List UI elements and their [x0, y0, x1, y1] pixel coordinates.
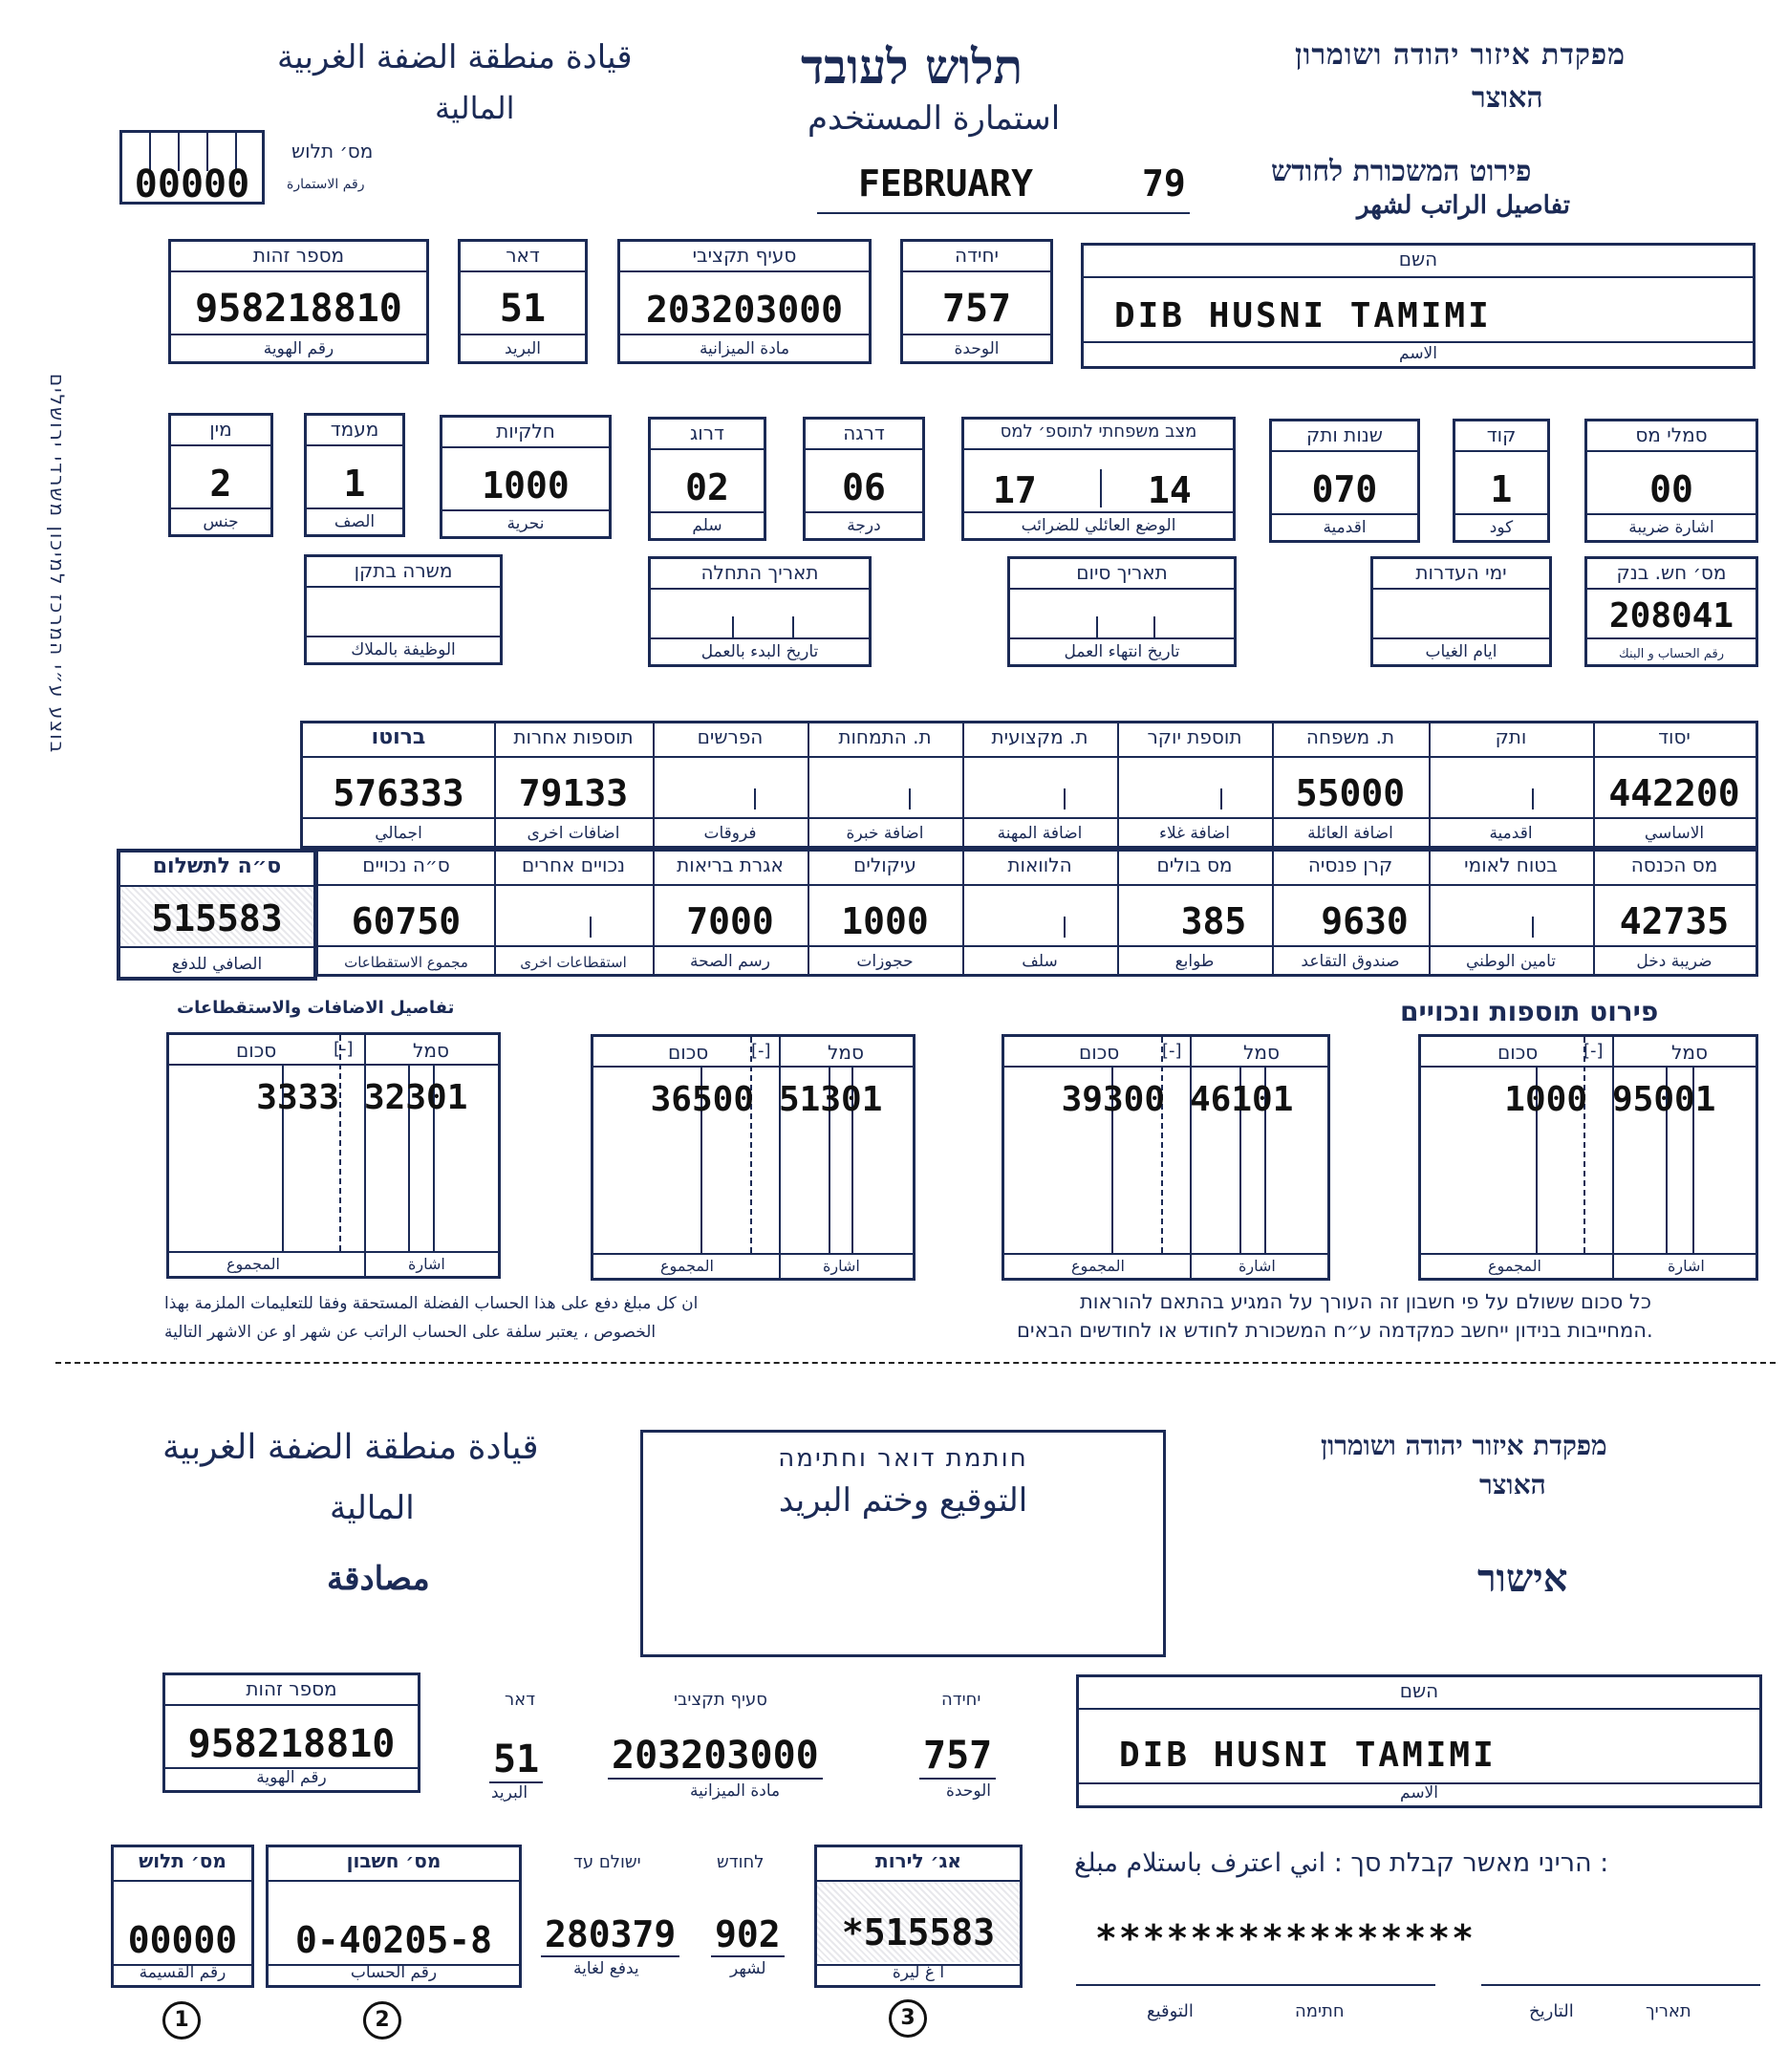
family-addition-value: 55000 — [1295, 772, 1406, 814]
detail-sum-label: סכום — [1079, 1041, 1120, 1064]
detail-sum-label: סכום — [236, 1039, 277, 1062]
national-insurance-label: בטוח לאומי — [1464, 853, 1558, 876]
details-title-arabic: تفاصيل الاضافات والاستقطاعات — [177, 998, 455, 1018]
signature-label: חתימה — [1295, 2001, 1345, 2021]
grading-value: 02 — [685, 466, 729, 508]
slip-number-label-arabic: رقم الاستمارة — [287, 177, 365, 192]
seniority-label: ותק — [1495, 725, 1527, 748]
seniority-years-label-arabic: اقدمية — [1323, 518, 1367, 537]
perforation-line — [55, 1362, 1776, 1364]
receipt-name-label: השם — [1399, 1679, 1439, 1702]
receipt-approval-hebrew: אישור — [1477, 1556, 1568, 1601]
partiality-box — [440, 415, 612, 539]
base-value: 442200 — [1608, 772, 1740, 814]
date-label-arabic: التاريخ — [1529, 2001, 1574, 2021]
other-additions-label-arabic: اضافات اخرى — [527, 824, 620, 843]
family-status-label-arabic: الوضع العائلي للضرائب — [1021, 516, 1176, 535]
receipt-amount-value: *515583 — [841, 1911, 996, 1953]
postal-stamp-box — [640, 1430, 1166, 1657]
stamp-tax-label-arabic: طوابع — [1174, 952, 1215, 971]
receipt-post-label-arabic: البريد — [491, 1783, 528, 1802]
detail-table-1 — [1418, 1034, 1758, 1281]
gender-label: מין — [209, 418, 232, 441]
post-label: דאר — [506, 244, 540, 267]
net-payment-value: 515583 — [151, 897, 283, 939]
differences-label-arabic: فروقات — [703, 824, 757, 843]
gross-value: 576333 — [333, 772, 464, 814]
standard-position-box — [304, 554, 503, 665]
receipt-slip-box — [111, 1845, 254, 1988]
detail-2-code: 46101 — [1190, 1080, 1294, 1119]
rank-box — [803, 417, 925, 541]
receipt-name-label-arabic: الاسم — [1400, 1783, 1438, 1802]
budget-clause-label-arabic: مادة الميزانية — [699, 339, 790, 358]
bank-account-value: 208041 — [1608, 596, 1734, 636]
start-date-label: תאריך התחלה — [700, 561, 819, 584]
pension-fund-label-arabic: صندوق التقاعد — [1301, 952, 1400, 971]
other-additions-label: תוספות אחרות — [513, 725, 634, 748]
partiality-label-arabic: نحرية — [506, 514, 545, 533]
postal-stamp-label: חותמת דואר וחתימה — [778, 1444, 1028, 1473]
receipt-unit-label-arabic: الوحدة — [946, 1781, 992, 1801]
tax-symbols-value: 00 — [1649, 468, 1693, 510]
cost-of-living-label-arabic: اضافة غلاء — [1158, 824, 1230, 843]
month-underline — [817, 212, 1190, 214]
earnings-other — [494, 723, 653, 846]
year: 79 — [1142, 162, 1186, 205]
health-fee-value: 7000 — [686, 900, 774, 942]
detail-minus-label: [-] — [334, 1039, 354, 1059]
receipt-amount-box — [814, 1845, 1023, 1988]
deductions-stamps — [1117, 852, 1272, 974]
grading-box — [648, 417, 766, 541]
end-date-label-arabic: تاريخ انتهاء العمل — [1064, 642, 1180, 661]
absence-days-box — [1370, 556, 1552, 667]
start-date-label-arabic: تاريخ البدء بالعمل — [700, 642, 819, 661]
seniority-years-label: שנות ותק — [1306, 423, 1383, 446]
detail-3-amount: 36500 — [650, 1080, 754, 1119]
end-date-box — [1007, 556, 1237, 667]
slip-title-hebrew: תלוש לעובד — [801, 38, 1023, 95]
earnings-base — [1593, 723, 1756, 846]
tax-symbols-box — [1584, 419, 1758, 543]
absence-days-label-arabic: ايام الغياب — [1425, 642, 1497, 661]
receipt-name-box — [1076, 1674, 1762, 1808]
net-payment-label: ס״ה לתשלום — [152, 854, 282, 878]
other-additions-value: 79133 — [518, 772, 629, 814]
receipt-unit-label: יחידה — [941, 1690, 981, 1710]
finance-arabic: المالية — [435, 90, 515, 126]
receipt-id-label: מספר זהות — [246, 1677, 337, 1700]
deductions-health — [653, 852, 808, 974]
id-number-label-arabic: رقم الهوية — [263, 339, 334, 358]
paid-until-label: ישולם עד — [573, 1852, 641, 1872]
gender-label-arabic: جنس — [203, 512, 239, 531]
health-fee-label-arabic: رسم الصحة — [690, 952, 770, 971]
income-tax-label: מס הכנסה — [1630, 853, 1718, 876]
status-box — [304, 413, 405, 537]
standard-position-label-arabic: الوظيفة بالملاك — [351, 640, 456, 659]
receipt-amount-label-arabic: ا غ ليرة — [892, 1963, 945, 1982]
net-payment-label-arabic: الصافي للدفع — [171, 955, 263, 974]
code-label-arabic: كود — [1489, 518, 1514, 537]
post-value: 51 — [499, 287, 547, 331]
income-tax-label-arabic: ضريبة دخل — [1636, 952, 1713, 971]
receipt-org-arabic: قيادة منطقة الضفة الغربية — [162, 1428, 539, 1467]
receipt-id-label-arabic: رقم الهوية — [256, 1768, 327, 1787]
receipt-budget-label-arabic: مادة الميزانية — [690, 1781, 781, 1801]
detail-1-amount: 1000 — [1504, 1080, 1587, 1119]
treasury-hebrew: האוצר — [1472, 81, 1543, 115]
other-deductions-label: נכויים אחרים — [521, 853, 626, 876]
unit-box — [900, 239, 1053, 364]
deductions-loans — [962, 852, 1117, 974]
detail-minus-label: [-] — [751, 1041, 771, 1061]
name-label: השם — [1398, 248, 1438, 270]
deductions-pension — [1272, 852, 1429, 974]
deductions-table — [315, 849, 1758, 977]
receipt-unit-value: 757 — [919, 1734, 996, 1780]
detail-code-label: סמל — [1243, 1041, 1280, 1064]
org-hebrew: מפקדת איזור יהודה ושומרון — [1295, 38, 1626, 72]
name-box — [1081, 243, 1756, 369]
seniority-years-value: 070 — [1311, 468, 1378, 510]
deductions-income-tax — [1593, 852, 1756, 974]
loans-label: הלוואות — [1007, 853, 1072, 876]
acknowledgement-text: הריני מאשר קבלת סך : اني اعترف باستلام مبلغ : — [1074, 1848, 1609, 1878]
receipt-amount-label: אג׳ לירות — [875, 1849, 961, 1872]
date-line — [1481, 1984, 1760, 1986]
detail-minus-label: [-] — [1583, 1041, 1604, 1061]
signature-label-arabic: التوقيع — [1147, 2001, 1194, 2021]
paid-until-label-arabic: يدفع لغاية — [573, 1959, 639, 1978]
post-box — [458, 239, 588, 364]
earnings-table — [300, 721, 1758, 849]
net-payment-box — [117, 849, 317, 981]
stamp-tax-value: 385 — [1180, 900, 1247, 942]
code-box — [1453, 419, 1550, 543]
family-addition-label: ת. משפחה — [1305, 725, 1395, 748]
other-deductions-label-arabic: استقطاعات اخرى — [520, 954, 627, 971]
earnings-differences — [653, 723, 808, 846]
note-arabic-line2: الخصوص ، يعتبر سلفة على الحساب الراتب عن شهر او عن الاشهر التالية — [164, 1323, 657, 1342]
code-value: 1 — [1490, 468, 1513, 510]
seniority-years-box — [1269, 419, 1420, 543]
side-text: בוצע ע״י המרכז למיכון משרדי ירושלים — [46, 373, 69, 755]
receipt-account-label-arabic: رقم الحساب — [350, 1963, 438, 1982]
garnishments-label-arabic: حجوزات — [856, 952, 914, 971]
pension-fund-value: 9630 — [1321, 900, 1409, 942]
receipt-post-label: דאר — [505, 1690, 536, 1710]
pension-fund-label: קרן פנסיה — [1307, 853, 1393, 876]
detail-table-4 — [166, 1032, 501, 1279]
id-number-value: 958218810 — [195, 287, 402, 331]
receipt-slip-value: 00000 — [127, 1919, 238, 1961]
detail-code-label: סמל — [413, 1039, 449, 1062]
absence-days-label: ימי העדרות — [1415, 561, 1507, 584]
budget-clause-value: 203203000 — [646, 289, 843, 331]
note-hebrew-line1: כל סכום ששולם על פי חשבון זה העורך על המגיע בהתאם להוראות — [1080, 1290, 1651, 1313]
detail-3-code: 51301 — [779, 1080, 883, 1119]
receipt-approval-arabic: مصادقة — [327, 1560, 430, 1598]
receipt-post-value: 51 — [489, 1737, 543, 1783]
for-month-label-arabic: لشهر — [730, 1959, 766, 1978]
marker-circle-3: 3 — [889, 1999, 927, 2038]
professional-label-arabic: اضافة المهنة — [997, 824, 1083, 843]
slip-title-arabic: استمارة المستخدم — [808, 99, 1061, 138]
family-status-label: מצב משפחתי לתוספ׳ למס — [1000, 421, 1197, 442]
detail-code-label: סמל — [828, 1041, 864, 1064]
seniority-label-arabic: اقدمية — [1489, 824, 1533, 843]
budget-clause-label: סעיף תקציבי — [692, 244, 797, 267]
unit-label: יחידה — [955, 244, 999, 267]
unit-value: 757 — [941, 287, 1012, 331]
bank-account-box — [1584, 556, 1758, 667]
family-addition-label-arabic: اضافة العائلة — [1307, 824, 1393, 843]
tax-symbols-label: סמלי מס — [1635, 423, 1708, 446]
receipt-budget-label: סעיף תקציבי — [674, 1690, 767, 1710]
specialization-label: ת. התמחות — [838, 725, 932, 748]
paid-until-value: 280379 — [541, 1913, 679, 1957]
id-number-label: מספר זהות — [252, 244, 345, 267]
deductions-national-insurance — [1429, 852, 1593, 974]
name-value: DIB HUSNI TAMIMI — [1114, 296, 1492, 335]
post-label-arabic: البريد — [504, 339, 542, 358]
end-date-label: תאריך סיום — [1076, 561, 1168, 584]
detail-code-label-arabic: اشارة — [1668, 1257, 1705, 1275]
marker-circle-2: 2 — [363, 2001, 401, 2040]
for-month-label: לחודש — [717, 1852, 765, 1872]
receipt-treasury-hebrew: האוצר — [1479, 1469, 1546, 1500]
marker-circle-1: 1 — [162, 2001, 201, 2040]
note-hebrew-line2: המחייבות בנידון ייחשב כמקדמה ע״ח המשכורת לחודש או לחודשים הבאים. — [1017, 1319, 1653, 1342]
postal-stamp-label-arabic: التوقيع وختم البريد — [778, 1481, 1028, 1520]
base-label-arabic: الاساسي — [1644, 824, 1705, 843]
slip-number-label: מס׳ תלוש — [291, 140, 374, 162]
slip-number-value: 00000 — [134, 162, 250, 206]
family-status-box — [961, 417, 1236, 541]
salary-detail-arabic: تفاصيل الراتب لشهر — [1357, 191, 1570, 220]
earnings-cost-of-living — [1117, 723, 1272, 846]
receipt-finance-arabic: المالية — [330, 1489, 415, 1527]
differences-label: הפרשים — [697, 725, 764, 748]
receipt-id-value: 958218810 — [187, 1722, 396, 1766]
signature-line — [1076, 1984, 1435, 1986]
rank-label: דרגה — [843, 421, 885, 444]
bank-account-label: מס׳ חש. בנק — [1616, 561, 1727, 584]
detail-4-amount: 3333 — [256, 1078, 339, 1117]
gross-label-arabic: اجمالي — [375, 824, 422, 843]
receipt-account-value: 0-40205-8 — [295, 1919, 492, 1961]
total-deductions-value: 60750 — [351, 900, 462, 942]
detail-code-label: סמל — [1671, 1041, 1708, 1064]
total-deductions-label: ס״ה נכויים — [362, 853, 450, 876]
grading-label-arabic: سلم — [692, 516, 722, 535]
cost-of-living-label: תוספת יוקר — [1147, 725, 1242, 748]
receipt-budget-value: 203203000 — [608, 1734, 823, 1780]
receipt-account-label: מס׳ חשבון — [346, 1849, 442, 1872]
partiality-label: חלקיות — [496, 420, 555, 442]
detail-sum-label-arabic: المجموع — [1071, 1257, 1125, 1275]
slip-number-box — [119, 130, 265, 205]
base-label: יסוד — [1658, 725, 1691, 748]
for-month-value: 902 — [711, 1913, 785, 1957]
family-status-value-b: 14 — [1148, 469, 1192, 511]
status-value: 1 — [343, 463, 366, 505]
detail-4-code: 32301 — [364, 1078, 468, 1117]
receipt-slip-label-arabic: رقم القسيمة — [139, 1963, 226, 1982]
date-label: תאריך — [1646, 2001, 1691, 2021]
earnings-family — [1272, 723, 1429, 846]
receipt-name-value: DIB HUSNI TAMIMI — [1119, 1736, 1497, 1775]
receipt-slip-label: מס׳ תלוש — [139, 1849, 226, 1872]
earnings-specialization — [808, 723, 962, 846]
receipt-account-box — [266, 1845, 522, 1988]
budget-clause-box — [617, 239, 872, 364]
earnings-seniority — [1429, 723, 1593, 846]
earnings-professional — [962, 723, 1117, 846]
detail-sum-label-arabic: المجموع — [1488, 1257, 1541, 1275]
detail-sum-label: סכום — [668, 1041, 709, 1064]
detail-table-2 — [1002, 1034, 1330, 1281]
month: FEBRUARY — [858, 162, 1034, 205]
specialization-label-arabic: اضافة خبرة — [846, 824, 924, 843]
name-label-arabic: الاسم — [1399, 344, 1437, 363]
acknowledgement-stars: **************** — [1095, 1917, 1476, 1959]
earnings-gross — [303, 723, 494, 846]
rank-label-arabic: درجة — [847, 516, 881, 535]
gender-value: 2 — [209, 463, 232, 505]
health-fee-label: אגרת בריאות — [677, 853, 784, 876]
partiality-value: 1000 — [482, 464, 570, 507]
total-deductions-label-arabic: مجموع الاستقطاعات — [344, 954, 468, 971]
detail-sum-label-arabic: المجموع — [660, 1257, 714, 1275]
receipt-org-hebrew: מפקדת איזור יהודה ושומרון — [1321, 1430, 1607, 1461]
detail-sum-label: סכום — [1497, 1041, 1539, 1064]
start-date-box — [648, 556, 872, 667]
detail-minus-label: [-] — [1162, 1041, 1182, 1061]
detail-1-code: 95001 — [1612, 1080, 1716, 1119]
bank-account-label-arabic: رقم الحساب و البنك — [1619, 647, 1724, 661]
tax-symbols-label-arabic: اشارة ضريبة — [1628, 518, 1714, 537]
detail-sum-label-arabic: المجموع — [226, 1255, 280, 1273]
detail-code-label-arabic: اشارة — [1239, 1257, 1276, 1275]
garnishments-label: עיקולים — [853, 853, 916, 876]
professional-label: ת. מקצועית — [991, 725, 1088, 748]
detail-2-amount: 39300 — [1061, 1080, 1165, 1119]
income-tax-value: 42735 — [1619, 900, 1730, 942]
rank-value: 06 — [842, 466, 886, 508]
id-number-box — [168, 239, 429, 364]
gross-label: ברוטו — [371, 725, 426, 749]
org-arabic: قيادة منطقة الضفة الغربية — [277, 38, 633, 76]
status-label: מעמד — [330, 418, 379, 441]
detail-code-label-arabic: اشارة — [823, 1257, 860, 1275]
code-label: קוד — [1486, 423, 1517, 446]
details-title-hebrew: פירוט תוספות ונכויים — [1400, 996, 1659, 1027]
note-arabic-line1: ان كل مبلغ دفع على هذا الحساب الفضلة المستحقة وفقا للتعليمات الملزمة بهذا — [164, 1294, 699, 1313]
standard-position-label: משרה בתקן — [354, 559, 453, 582]
deductions-garnishments — [808, 852, 962, 974]
stamp-tax-label: מס בולים — [1156, 853, 1233, 876]
detail-code-label-arabic: اشارة — [408, 1255, 445, 1273]
status-label-arabic: الصف — [334, 512, 376, 531]
national-insurance-label-arabic: تامين الوطني — [1465, 952, 1556, 971]
unit-label-arabic: الوحدة — [954, 339, 1000, 358]
deductions-total — [318, 852, 494, 974]
detail-table-3 — [591, 1034, 916, 1281]
family-status-value-a: 17 — [993, 469, 1037, 511]
salary-detail-hebrew: פירוט המשכורת לחודש — [1271, 155, 1532, 188]
garnishments-value: 1000 — [841, 900, 929, 942]
gender-box — [168, 413, 273, 537]
loans-label-arabic: سلف — [1022, 952, 1058, 971]
deductions-other — [494, 852, 653, 974]
receipt-id-box — [162, 1673, 420, 1793]
grading-label: דרוג — [690, 421, 724, 444]
